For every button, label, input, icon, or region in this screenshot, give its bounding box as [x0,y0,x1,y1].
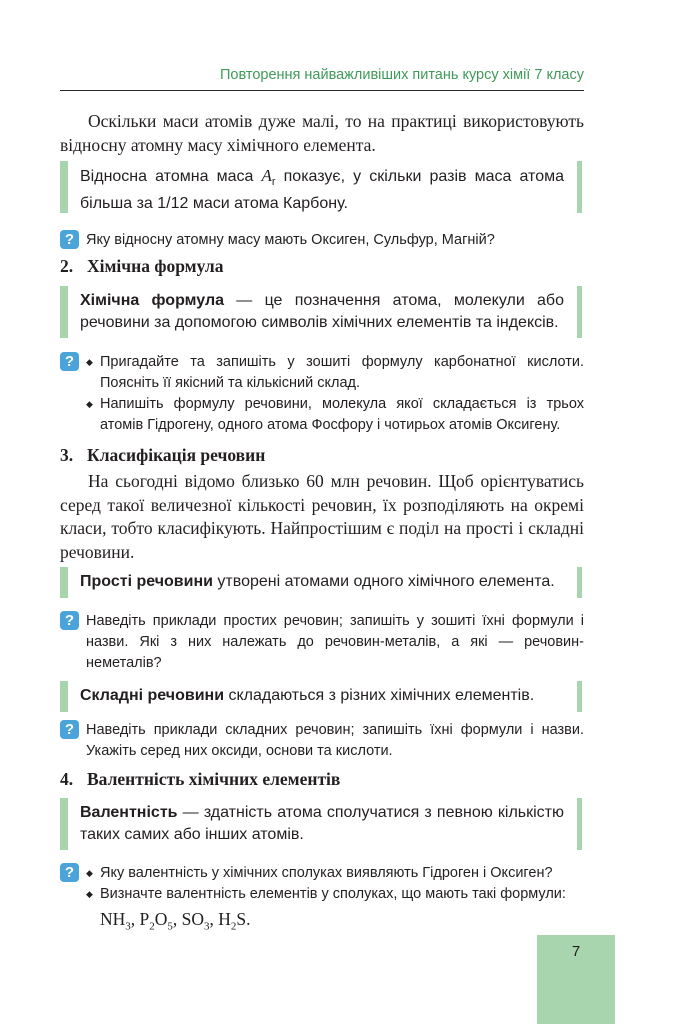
question-bullet: ◆ Пригадайте та запишіть у зошиті формулу карбонатної кислоти. Поясніть її якісний та кількісний склад. [86,352,584,394]
term: Валентність [80,804,178,821]
question-block-2 [60,352,584,436]
question-bullet: ◆ Напишіть формулу речовини, молекула якої складається із трьох атомів Гідрогену, одного атома Фосфору і чотирьох атомів Оксигену. [86,394,584,436]
question-text: Яку відносну атомну масу мають Оксиген, Сульфур, Магній? [86,232,495,248]
question-block-1 [60,230,584,251]
formula-nh3: $NH_3$ [100,909,131,933]
definition-text: Відносна атомна маса $A_r$ показує, у скільки разів маса атома більша за 1/12 маси атома Карбону. [80,166,564,213]
question-bullet: ◆ Яку валентність у хімічних сполуках виявляють Гідроген і Оксиген? [86,863,584,884]
question-block-4 [60,863,584,938]
term: Складні речовини [80,687,225,704]
classification-paragraph: На сьогодні відомо близько 60 млн речовин. Щоб орієнтуватись серед такої величезної кількості речовин, їх розподіляють на окремі класи, тобто класифікують. Найпростішим є поділ на прості і складні речовини. [60,471,584,562]
running-header-title: Повторення найважливіших питань курсу хімії 7 класу [219,67,584,83]
question-mark-icon: ? [60,230,79,249]
question-block-complex [60,720,584,762]
question-mark-icon: ? [60,611,79,630]
definition-relative-atomic-mass [60,161,582,213]
atomic-mass-symbol: A [261,166,272,185]
question-text: Наведіть приклади простих речовин; запишіть у зошиті їхні формули і назви. Які з них належать до речовин-металів, а які — речовин-неметалів? [86,613,584,671]
formula-p2o5: $P_2O_5$ [139,909,173,933]
section-heading-4: 4. Валентність хімічних елементів [60,769,341,789]
formula-h2s: $H_2S$. [218,909,251,933]
question-mark-icon: ? [60,720,79,739]
formula-list: $NH_3$, $P_2O_5$, $SO_3$, $H_2S$. [100,909,251,933]
question-mark-icon: ? [60,863,79,882]
question-bullet: ◆ Визначте валентність елементів у сполуках, що мають такі формули: [86,884,584,905]
section-heading-3: 3. Класифікація речовин [60,445,266,465]
question-mark-icon: ? [60,352,79,371]
question-text: Наведіть приклади складних речовин; запишіть їхні формули і назви. Укажіть серед них оксиди, основи та кислоти. [86,722,584,759]
running-header [60,64,584,91]
definition-simple-substances: Прості речовини утворені атомами одного хімічного елемента. [60,567,582,598]
definition-chemical-formula: Хімічна формула — це позначення атома, молекули або речовини за допомогою символів хімічних елементів та індексів. [60,286,582,338]
intro-paragraph: Оскільки маси атомів дуже малі, то на практиці використовують відносну атомну масу хімічного елемента. [60,111,584,155]
term: Прості речовини [80,573,213,590]
question-block-simple [60,611,584,674]
formula-so3: $SO_3$ [181,909,210,933]
page-number-tab [537,935,615,1024]
definition-complex-substances: Складні речовини складаються з різних хімічних елементів. [60,681,582,712]
section-heading-2: 2. Хімічна формула [60,256,224,276]
term: Хімічна формула [80,292,225,309]
page-number: 7 [571,943,581,960]
definition-valence: Валентність — здатність атома сполучатися з певною кількістю таких самих або інших атомів. [60,798,582,850]
